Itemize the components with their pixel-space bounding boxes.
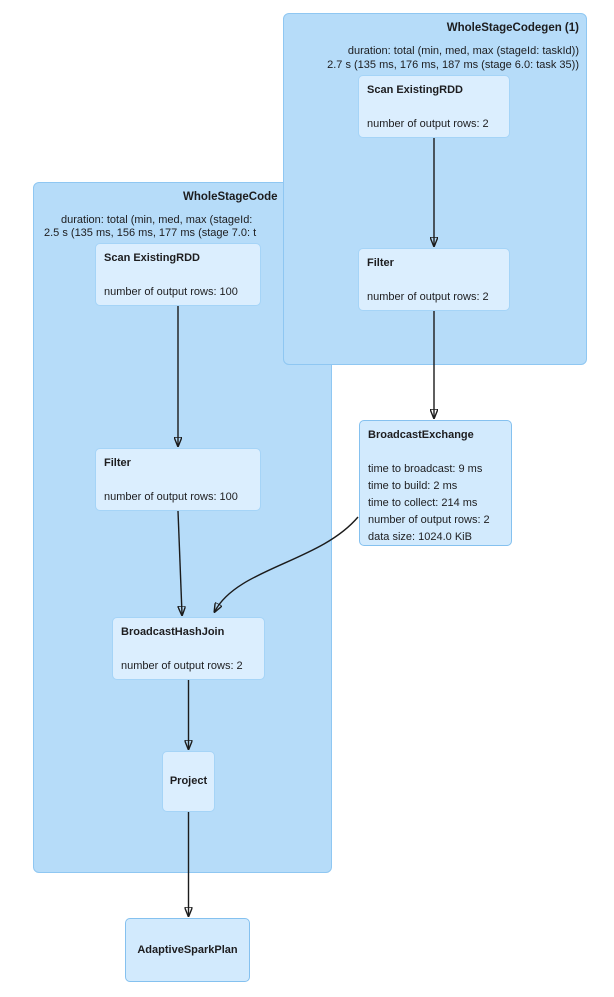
node-project[interactable] xyxy=(162,751,215,812)
node-adaptive-spark-plan[interactable] xyxy=(125,918,250,982)
cluster-wholestagecodegen-1 xyxy=(283,13,587,365)
node-metric: time to build: 2 ms xyxy=(368,480,458,492)
node-metrics xyxy=(121,658,256,675)
cluster-duration-line1: duration: total (min, med, max (stageId: xyxy=(61,214,253,226)
node-filter-1[interactable] xyxy=(358,248,510,311)
node-metrics xyxy=(368,461,503,546)
cluster-title: WholeStageCodegen (1) xyxy=(446,22,579,34)
cluster-duration-line1: duration: total (min, med, max (stageId: taskId)) xyxy=(347,45,579,57)
node-metric: data size: 1024.0 KiB xyxy=(368,531,472,543)
node-metric: time to collect: 214 ms xyxy=(368,497,478,509)
node-metric: number of output rows: 2 xyxy=(368,514,490,526)
node-metrics xyxy=(367,116,501,133)
node-title: Scan ExistingRDD xyxy=(367,84,463,96)
cluster-duration xyxy=(327,45,579,72)
cluster-title: WholeStageCode xyxy=(183,191,278,203)
node-scan-existingrdd-2[interactable] xyxy=(95,243,261,306)
node-title: Scan ExistingRDD xyxy=(104,252,200,264)
node-metric: time to broadcast: 9 ms xyxy=(368,463,483,475)
node-scan-existingrdd-1[interactable] xyxy=(358,75,510,138)
node-title: Filter xyxy=(367,257,394,269)
node-title: BroadcastExchange xyxy=(368,429,474,441)
node-metrics xyxy=(367,289,501,306)
node-title: AdaptiveSparkPlan xyxy=(137,943,238,956)
cluster-duration-line2: 2.7 s (135 ms, 176 ms, 187 ms (stage 6.0: task 35)) xyxy=(327,58,579,71)
node-title: BroadcastHashJoin xyxy=(121,626,225,638)
node-metrics xyxy=(104,284,252,301)
cluster-duration-line2: 2.5 s (135 ms, 156 ms, 177 ms (stage 7.0: t xyxy=(44,227,257,239)
node-metric: number of output rows: 2 xyxy=(367,291,489,303)
node-filter-2[interactable] xyxy=(95,448,261,511)
node-broadcast-hash-join[interactable] xyxy=(112,617,265,680)
node-title: Filter xyxy=(104,457,131,469)
node-metric: number of output rows: 2 xyxy=(121,660,243,672)
node-metric: number of output rows: 2 xyxy=(367,118,489,130)
node-metric: number of output rows: 100 xyxy=(104,491,238,503)
node-title: Project xyxy=(169,775,208,787)
node-metrics xyxy=(104,489,252,506)
node-metric: number of output rows: 100 xyxy=(104,286,238,298)
node-broadcast-exchange[interactable] xyxy=(359,420,512,546)
